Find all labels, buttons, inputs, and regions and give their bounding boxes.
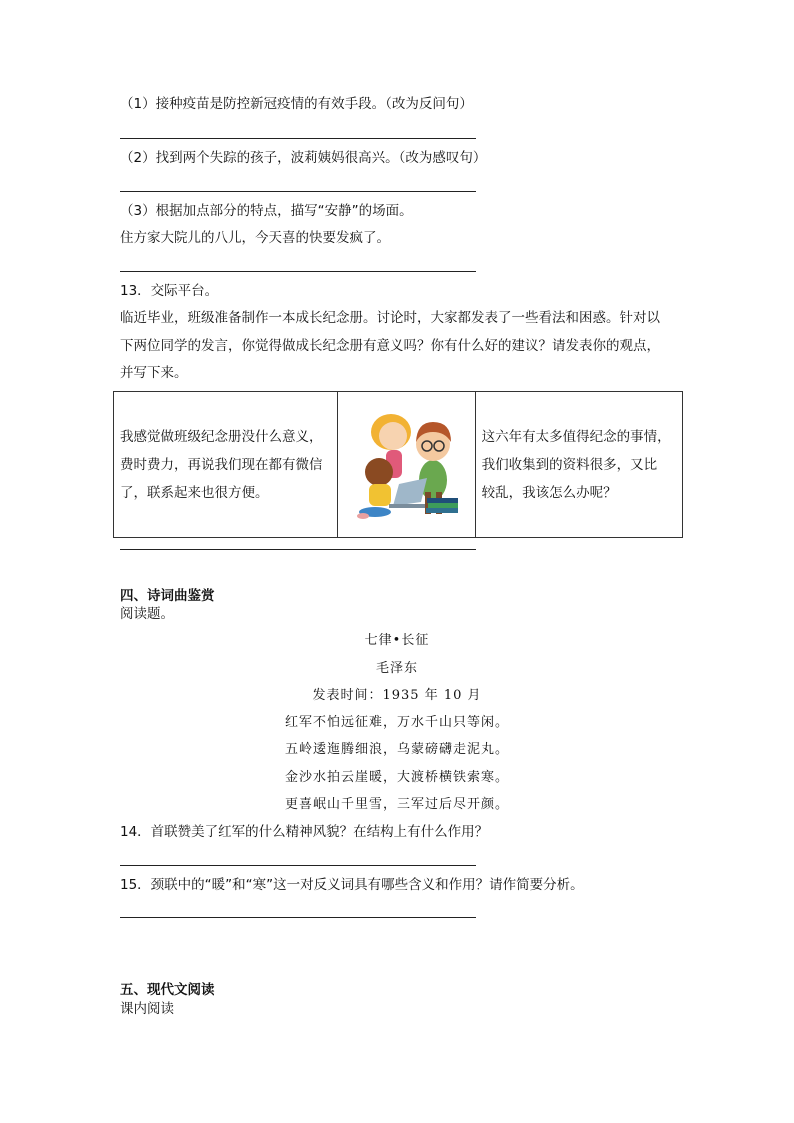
poem-date: 发表时间：1935 年 10 月 bbox=[312, 688, 482, 703]
question-13-line-1: 临近毕业，班级准备制作一本成长纪念册。讨论时，大家都发表了一些看法和困惑。针对以 bbox=[120, 310, 660, 326]
left-speech-line: 了，联系起来也很方便。 bbox=[120, 484, 269, 501]
dialogue-table bbox=[113, 391, 683, 538]
question-3: （3）根据加点部分的特点，描写“安静”的场面。 bbox=[120, 203, 413, 219]
answer-line-13 bbox=[120, 549, 476, 550]
question-13-title: 13．交际平台。 bbox=[120, 283, 219, 299]
section-5-subtitle: 课内阅读 bbox=[120, 1001, 174, 1017]
question-14: 14．首联赞美了红军的什么精神风貌？在结构上有什么作用？ bbox=[120, 824, 489, 840]
left-speech-cell bbox=[114, 392, 338, 538]
left-speech-line: 我感觉做班级纪念册没什么意义， bbox=[120, 428, 323, 445]
question-13-line-2: 下两位同学的发言，你觉得做成长纪念册有意义吗？你有什么好的建议？请发表你的观点， bbox=[120, 338, 660, 354]
left-speech-line: 费时费力，再说我们现在都有微信 bbox=[120, 456, 323, 473]
right-speech-cell bbox=[475, 392, 682, 538]
poem-line: 更喜岷山千里雪，三军过后尽开颜。 bbox=[284, 797, 509, 812]
question-13-line-3: 并写下来。 bbox=[120, 365, 188, 381]
question-15: 15．颈联中的“暖”和“寒”这一对反义词具有哪些含义和作用？请作简要分析。 bbox=[120, 877, 584, 893]
section-5-title: 五、现代文阅读 bbox=[120, 982, 215, 998]
poem-title: 七律•长征 bbox=[364, 633, 430, 648]
answer-line-14 bbox=[120, 865, 476, 866]
right-speech-line: 我们收集到的资料很多，又比 bbox=[481, 456, 658, 473]
poem-line: 金沙水拍云崖暖，大渡桥横铁索寒。 bbox=[284, 770, 509, 785]
section-4-subtitle: 阅读题。 bbox=[120, 606, 174, 622]
question-2: （2）找到两个失踪的孩子，波莉姨妈很高兴。（改为感叹句） bbox=[120, 150, 487, 166]
illustration-cell bbox=[337, 392, 475, 538]
question-1: （1）接种疫苗是防控新冠疫情的有效手段。（改为反问句） bbox=[120, 96, 473, 112]
children-illustration bbox=[341, 392, 471, 527]
answer-line-1 bbox=[120, 138, 476, 139]
poem-line: 五岭逶迤腾细浪，乌蒙磅礴走泥丸。 bbox=[284, 742, 509, 757]
poem-author: 毛泽东 bbox=[375, 661, 418, 676]
right-speech-line: 较乱，我该怎么办呢？ bbox=[481, 484, 617, 501]
answer-line-3 bbox=[120, 271, 476, 272]
answer-line-15 bbox=[120, 917, 476, 918]
answer-line-2 bbox=[120, 191, 476, 192]
section-4-title: 四、诗词曲鉴赏 bbox=[120, 588, 215, 604]
poem-line: 红军不怕远征难，万水千山只等闲。 bbox=[284, 715, 509, 730]
question-3-sentence: 住方家大院儿的八儿，今天喜的快要发疯了。 bbox=[120, 230, 390, 246]
right-speech-line: 这六年有太多值得纪念的事情， bbox=[481, 428, 671, 445]
